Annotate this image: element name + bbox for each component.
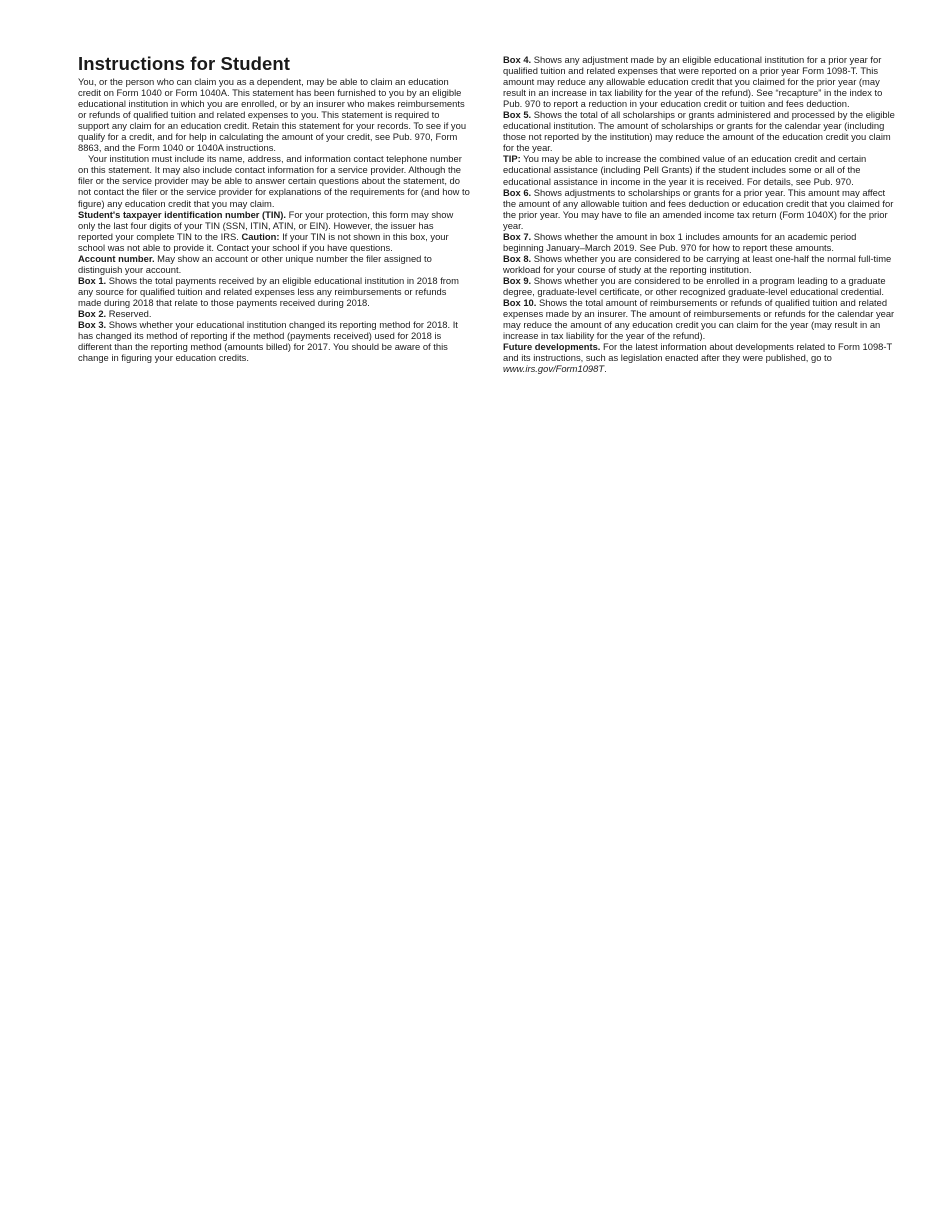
tip-text: You may be able to increase the combined value of an education credit and certain educational assistance (including Pell Grants) if the student includes some or all of the educational assistance in income in the year it is received. For details, see Pub. 970. xyxy=(503,153,867,187)
box-1-paragraph xyxy=(78,275,470,308)
account-label: Account number. xyxy=(78,252,155,264)
right-column xyxy=(503,54,896,374)
box-10-text: Shows the total amount of reimbursements or refunds of qualified tuition and related expenses made by an insurer. The amount of reimbursements or refunds for the calendar year may reduce the amount of any education credit you can claim for the year (may result in an increase in tax liability for the year of the refund). xyxy=(503,297,895,342)
box-8-label: Box 8. xyxy=(503,252,532,264)
box-3-paragraph xyxy=(78,319,470,363)
box-4-text: Shows any adjustment made by an eligible educational institution for a prior year for qualified tuition and related expenses that were reported on a prior year Form 1098-T. This amount may reduce any allowable education credit that you claimed for the prior year (may result in an increase in tax liability for the year of the refund). See “recapture” in the index to Pub. 970 to report a reduction in your education credit or tuition and fees deduction. xyxy=(503,54,883,110)
box-5-label: Box 5. xyxy=(503,109,532,121)
box-7-text: Shows whether the amount in box 1 includes amounts for an academic period beginning January–March 2019. See Pub. 970 for how to report these amounts. xyxy=(503,230,857,253)
box-10-paragraph xyxy=(503,297,896,341)
box-1-label: Box 1. xyxy=(78,274,107,286)
irs-form-link[interactable]: www.irs.gov/Form1098T xyxy=(503,363,605,375)
box-4-paragraph xyxy=(503,54,896,109)
box-9-label: Box 9. xyxy=(503,274,532,286)
future-developments-text: For the latest information about developments related to Form 1098-T and its instructions, such as legislation enacted after they were published, go to xyxy=(503,341,893,364)
box-3-text: Shows whether your educational institution changed its reporting method for 2018. It has changed its method of reporting if the method (payments received) used for 2018 is different than the reporting method (amounts billed) for 2017. You should be aware of this change in figuring your education credits. xyxy=(78,319,458,364)
intro-paragraph-2: Your institution must include its name, address, and information contact telephone number on this statement. It may also include contact information for a service provider. Although the filer or the service provider may be able to answer certain questions about the statement, do not contact the filer or the service provider for explanations of the requirements for (and how to figure) any education credit that you may claim. xyxy=(78,153,470,209)
tin-caution-label: Caution: xyxy=(241,230,280,242)
box-2-label: Box 2. xyxy=(78,307,107,319)
account-paragraph xyxy=(78,253,470,275)
box-3-label: Box 3. xyxy=(78,319,107,331)
page-title: Instructions for Student xyxy=(78,53,291,74)
tin-label: Student's taxpayer identification number (TIN). xyxy=(78,208,286,220)
box-2-paragraph xyxy=(78,308,470,319)
future-developments-label: Future developments. xyxy=(503,341,601,353)
left-column xyxy=(78,54,470,363)
tin-text-1: For your protection, this form may show only the last four digits of your TIN (SSN, ITIN, ATIN, or EIN). However, the issuer has reported your complete TIN to the IRS. xyxy=(78,208,454,242)
box-10-label: Box 10. xyxy=(503,297,537,309)
tin-text-2: If your TIN is not shown in this box, your school was not able to provide it. Contact your school if you have questions. xyxy=(78,230,449,253)
tip-label: TIP: xyxy=(503,153,521,165)
box-7-paragraph xyxy=(503,231,896,253)
box-6-paragraph xyxy=(503,187,896,231)
box-9-paragraph xyxy=(503,275,896,297)
tip-paragraph xyxy=(503,153,896,186)
box-8-text: Shows whether you are considered to be carrying at least one-half the normal full-time workload for your course of study at the reporting institution. xyxy=(503,252,892,275)
box-5-text: Shows the total of all scholarships or grants administered and processed by the eligible educational institution. The amount of scholarships or grants for the calendar year (including those not reported by the institution) may reduce the amount of the education credit you claim for the year. xyxy=(503,109,895,154)
tin-paragraph xyxy=(78,209,470,253)
box-6-label: Box 6. xyxy=(503,186,532,198)
account-text: May show an account or other unique number the filer assigned to distinguish your account. xyxy=(78,252,432,275)
box-5-paragraph xyxy=(503,109,896,153)
intro-paragraph-1: You, or the person who can claim you as a dependent, may be able to claim an education credit on Form 1040 or Form 1040A. This statement has been furnished to you by an eligible educational institution in which you are enrolled, or by an insurer who makes reimbursements or refunds of qualified tuition and related expenses to you. This statement is required to support any claim for an education credit. Retain this statement for your records. To see if you qualify for a credit, and for help in calculating the amount of your credit, see Pub. 970, Form 8863, and the Form 1040 or 1040A instructions. xyxy=(78,76,467,154)
box-9-text: Shows whether you are considered to be enrolled in a program leading to a graduate degree, graduate-level certificate, or other recognized graduate-level educational credential. xyxy=(503,274,886,297)
box-1-text: Shows the total payments received by an eligible educational institution in 2018 from any source for qualified tuition and related expenses less any reimbursements or refunds made during 2018 that relate to those payments received during 2018. xyxy=(78,274,459,308)
future-developments-end: . xyxy=(604,363,607,375)
box-6-text: Shows adjustments to scholarships or grants for a prior year. This amount may affect the amount of any allowable tuition and fees deduction or education credit that you claimed for the prior year. You may have to file an amended income tax return (Form 1040X) for the prior year. xyxy=(503,186,894,231)
box-2-text: Reserved. xyxy=(106,307,152,319)
box-4-label: Box 4. xyxy=(503,54,532,65)
box-7-label: Box 7. xyxy=(503,230,532,242)
future-developments-paragraph xyxy=(503,341,896,374)
box-8-paragraph xyxy=(503,253,896,275)
